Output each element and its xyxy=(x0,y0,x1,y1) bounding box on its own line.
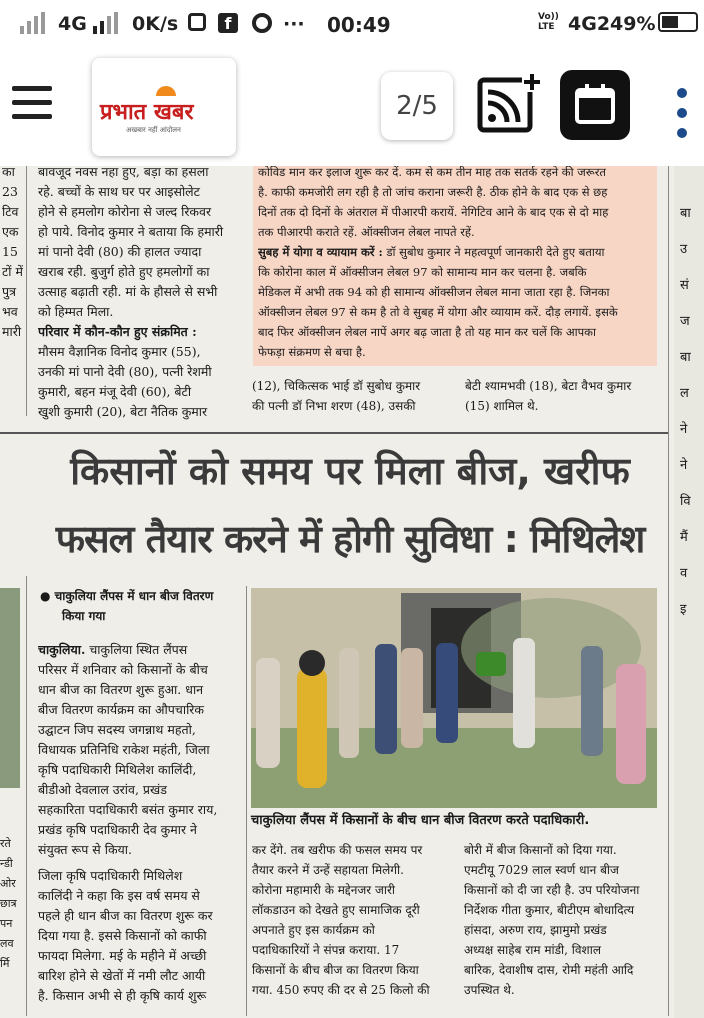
text-fragment: ज xyxy=(680,314,690,329)
text-line: हो पाये. विनोद कुमार ने बताया कि हमारी xyxy=(38,224,224,239)
status-bar xyxy=(0,0,704,48)
box-text-line: कि कोरोना काल में ऑक्सीजन लेबल 97 को सामान्य मान कर चलना है. जबकि xyxy=(258,265,587,279)
battery-icon xyxy=(658,12,698,32)
text-fragment: वि xyxy=(680,494,691,509)
text-line: खराब रही. बुजुर्ग होते हुए हमलोगों का xyxy=(38,264,210,279)
text-line: की पत्नी डॉ निभा शरण (48), उसकी xyxy=(252,399,416,413)
text-fragment: 15 xyxy=(2,244,18,259)
text-line: (12), चिकित्सक भाई डॉ सुबोध कुमार xyxy=(252,379,421,393)
text-fragment: उ xyxy=(680,242,688,257)
text-fragment: ल xyxy=(680,386,689,401)
text-line: संयुक्त रूप से किया. xyxy=(38,842,133,857)
text-fragment: पन xyxy=(0,917,13,930)
column-rule xyxy=(26,576,27,1016)
box-text-line: बाद फिर ऑक्सीजन लेबल नापें अगर बढ़ जाता है तो यह मान कर चलें कि आपका xyxy=(258,325,596,339)
subhead: परिवार में कौन-कौन हुए संक्रमित : xyxy=(38,324,197,339)
text-line: बोरी में बीज किसानों को दिया गया. xyxy=(464,843,617,857)
notification-icon xyxy=(188,13,206,31)
text-line: किसानों को दी जा रही है. उप परियोजना xyxy=(464,883,640,897)
text-line: बीज वितरण कार्यक्रम का औपचारिक xyxy=(38,702,205,717)
box-text-line: है. काफी कमजोरी लग रही है तो जांच कराना जरूरी है. ठीक होने के बाद एक से छह xyxy=(258,185,608,199)
logo-text: प्रभात खबर xyxy=(100,100,194,125)
text-line: रहे. बच्चों के साथ घर पर आइसोलेट xyxy=(38,184,200,199)
article-col-2 xyxy=(252,376,452,416)
text-line: बेटी श्यामभवी (18), बेटा वैभव कुमार xyxy=(465,379,632,393)
left-photo-fragment xyxy=(0,588,20,788)
text-fragment: टों में xyxy=(2,264,23,279)
box-text-line: ऑक्सीजन लेबल 97 से कम है तो वे सुबह में योगा और व्यायाम करें. दौड़ लगायें. इसके xyxy=(258,305,618,319)
headline-line-2: फसल तैयार करने में होगी सुविधा : मिथिलेश xyxy=(55,517,645,561)
text-line: मौसम वैज्ञानिक विनोद कुमार (55), xyxy=(38,344,201,359)
text-fragment: लव xyxy=(0,937,14,950)
left-fragments-lower xyxy=(0,834,22,974)
box-subhead: सुबह में योगा व व्यायाम करें : xyxy=(258,245,383,259)
column-rule xyxy=(26,166,27,416)
box-text-line: तक पीआरपी कराते रहें. ऑक्सीजन लेबल नापते रहें. xyxy=(258,225,475,239)
bullet-intro xyxy=(40,586,240,626)
bullet-line-1: चाकुलिया लैंपस में धान बीज वितरण xyxy=(54,589,214,603)
main-col-4 xyxy=(464,840,664,1000)
text-line: परिसर में शनिवार को किसानों के बीच xyxy=(38,662,208,677)
box-text-line: मेडिकल में अभी तक 94 को ही सामान्य ऑक्सीजन लेबल माना जाता रहा है. जिनका xyxy=(258,285,610,299)
text-line: एमटीयू 7029 लाल स्वर्ण धान बीज xyxy=(464,863,619,877)
chrome-icon xyxy=(252,13,272,33)
text-fragment: रते xyxy=(0,837,11,850)
text-fragment: र्मि xyxy=(0,957,10,970)
news-photo xyxy=(251,588,657,808)
text-line: गया. 450 रुपए की दर से 25 किलो की xyxy=(252,983,430,997)
text-line: लॉकडाउन को देखते हुए सामाजिक दूरी xyxy=(252,903,420,917)
calendar-icon[interactable] xyxy=(560,70,630,140)
newspaper-logo[interactable] xyxy=(92,58,236,156)
text-fragment: मारी xyxy=(2,324,22,339)
main-col-1 xyxy=(38,640,244,1006)
article-col-1 xyxy=(38,166,248,422)
text-line: किसानों के बीच बीज का वितरण किया xyxy=(252,963,419,977)
text-line: को हिम्मत मिला. xyxy=(38,304,114,319)
bullet-icon: ● xyxy=(40,589,55,603)
text-line: धान बीज का वितरण शुरू हुआ. धान xyxy=(38,682,204,697)
text-line: पदाधिकारियों ने संपन्न कराया. 17 xyxy=(252,943,400,957)
box-text-line: दिनों तक दो दिनों के अंतराल में पीआरपी करायें. नेगिटिव आने के बाद एक से दो माह xyxy=(258,205,609,219)
text-line: कुमारी, बहन मंजू देवी (60), बेटी xyxy=(38,384,192,399)
text-line: अध्यक्ष साहेब राम मांडी, विशाल xyxy=(464,943,601,957)
text-fragment: 23 xyxy=(2,184,18,199)
text-line: बारिक, देवाशीष दास, रोमी महंती आदि xyxy=(464,963,634,977)
text-line: फायदा मिलेगा. मई के महीने में अच्छी xyxy=(38,948,207,963)
main-col-3 xyxy=(252,840,452,1000)
left-column-fragment xyxy=(2,166,24,342)
page-indicator[interactable]: 2/5 xyxy=(381,72,453,140)
signal-icon xyxy=(20,12,50,34)
text-line: खुशी कुमारी (20), बेटा नैतिक कुमार xyxy=(38,404,208,419)
text-line: कालिंदी ने कहा कि इस वर्ष समय से xyxy=(38,888,200,903)
text-fragment: छात्र xyxy=(0,897,17,910)
network-label-2: 4G2 xyxy=(568,13,611,35)
text-line: बावजूद नवस नहा हुए, बड़ा का हसला xyxy=(38,166,209,179)
more-dots: ··· xyxy=(283,13,305,35)
text-line: निर्देशक गीता कुमार, बीटीएम बोधादित्य xyxy=(464,903,635,917)
text-line: बीडीओ देवलाल उरांव, प्रखंड xyxy=(38,782,167,797)
text-line: अपनाते हुए इस कार्यक्रम को xyxy=(252,923,375,937)
text-fragment: इ xyxy=(680,602,687,617)
text-fragment: ओर xyxy=(0,877,16,890)
box-text-line: फेफड़ा संक्रमण से बचा है. xyxy=(258,345,366,359)
menu-icon[interactable] xyxy=(12,86,54,120)
network-label: 4G xyxy=(58,13,87,35)
text-line: विधायक प्रतिनिधि राकेश महंती, जिला xyxy=(38,742,210,757)
text-line: हांसदा, अरुण राय, झामुमो प्रखंड xyxy=(464,923,607,937)
text-fragment: का xyxy=(2,166,15,179)
signal-icon-2 xyxy=(93,12,119,34)
clock: 00:49 xyxy=(327,13,391,37)
text-line: कृषि पदाधिकारी मिथिलेश कालिंदी, xyxy=(38,762,197,777)
text-line: दिया गया है. इससे किसानों को काफी xyxy=(38,928,207,943)
text-line: उत्साह बढ़ाती रही. मां के हौसले से सभी xyxy=(38,284,218,299)
photo-caption: चाकुलिया लैंपस में किसानों के बीच धान बीज वितरण करते पदाधिकारी. xyxy=(251,813,590,828)
text-fragment: न्डी xyxy=(0,857,13,870)
text-fragment: सं xyxy=(680,278,689,293)
logo-tagline: अखबार नहीं आंदोलन xyxy=(126,126,181,134)
column-rule xyxy=(668,166,669,1016)
text-fragment: पुत्र xyxy=(2,284,17,299)
speed-label: 0K/s xyxy=(132,13,179,35)
text-line: जिला कृषि पदाधिकारी मिथिलेश xyxy=(38,868,183,883)
text-line: प्रखंड कृषि पदाधिकारी देव कुमार ने xyxy=(38,822,197,837)
sun-icon xyxy=(156,86,176,96)
body-first-line: चाकुलिया स्थित लैंपस xyxy=(89,642,188,657)
text-fragment: टिव xyxy=(2,204,19,219)
text-fragment: ने xyxy=(680,458,688,473)
text-fragment: व xyxy=(680,566,688,581)
text-fragment: भव xyxy=(2,304,18,319)
text-fragment: बा xyxy=(680,206,691,221)
article-col-3 xyxy=(465,376,660,416)
dateline: चाकुलिया. xyxy=(38,642,86,657)
text-line: मां पानो देवी (80) की हालत ज्यादा xyxy=(38,244,202,259)
text-fragment: बा xyxy=(680,350,691,365)
battery-label: 49% xyxy=(610,13,656,35)
headline-line-1: किसानों को समय पर मिला बीज, खरीफ xyxy=(70,449,630,493)
box-rest-first: डॉ सुबोध कुमार ने महत्वपूर्ण जानकारी देते हुए बताया xyxy=(386,245,605,259)
text-line: (15) शामिल थे. xyxy=(465,399,539,413)
text-line: कर देंगे. तब खरीफ की फसल समय पर xyxy=(252,843,423,857)
text-line: होने से हमलोग कोरोना से जल्द रिकवर xyxy=(38,204,212,219)
app-toolbar xyxy=(0,48,704,166)
text-line: तैयार करने में उन्हें सहायता मिलेगी. xyxy=(252,863,404,877)
column-rule xyxy=(246,586,247,1016)
text-fragment: एक xyxy=(2,224,19,239)
text-line: बारिश होने से खेतों में नमी लौट आयी xyxy=(38,968,206,983)
text-line: कोरोना महामारी के मद्देनजर जारी xyxy=(252,883,396,897)
text-line: उद्घाटन जिप सदस्य जगन्नाथ महतो, xyxy=(38,722,196,737)
text-line: पहले ही धान बीज का वितरण शुरू कर xyxy=(38,908,213,923)
newspaper-page[interactable] xyxy=(0,166,704,1018)
more-vertical-icon[interactable] xyxy=(674,88,690,140)
box-text-line: कोविड मान कर इलाज शुरू कर दें. कम से कम तीन माह तक सतर्क रहने की जरूरत xyxy=(258,166,606,179)
volte-label: Vo)) LTE xyxy=(538,12,559,32)
text-fragment: मैं xyxy=(680,530,688,545)
text-line: है. किसान अभी से ही कृषि कार्य शुरू xyxy=(38,988,207,1003)
right-fragments xyxy=(680,196,704,628)
text-line: सहकारिता पदाधिकारी बसंत कुमार राय, xyxy=(38,802,218,817)
text-line: उनकी मां पानो देवी (80), पत्नी रेशमी xyxy=(38,364,212,379)
bullet-line-2: किया गया xyxy=(62,609,106,623)
section-divider xyxy=(0,432,668,434)
facebook-icon: f xyxy=(218,13,238,33)
rss-add-icon[interactable] xyxy=(474,70,544,140)
text-fragment: ने xyxy=(680,422,688,437)
text-line: उपस्थित थे. xyxy=(464,983,515,997)
box-text xyxy=(258,166,654,362)
